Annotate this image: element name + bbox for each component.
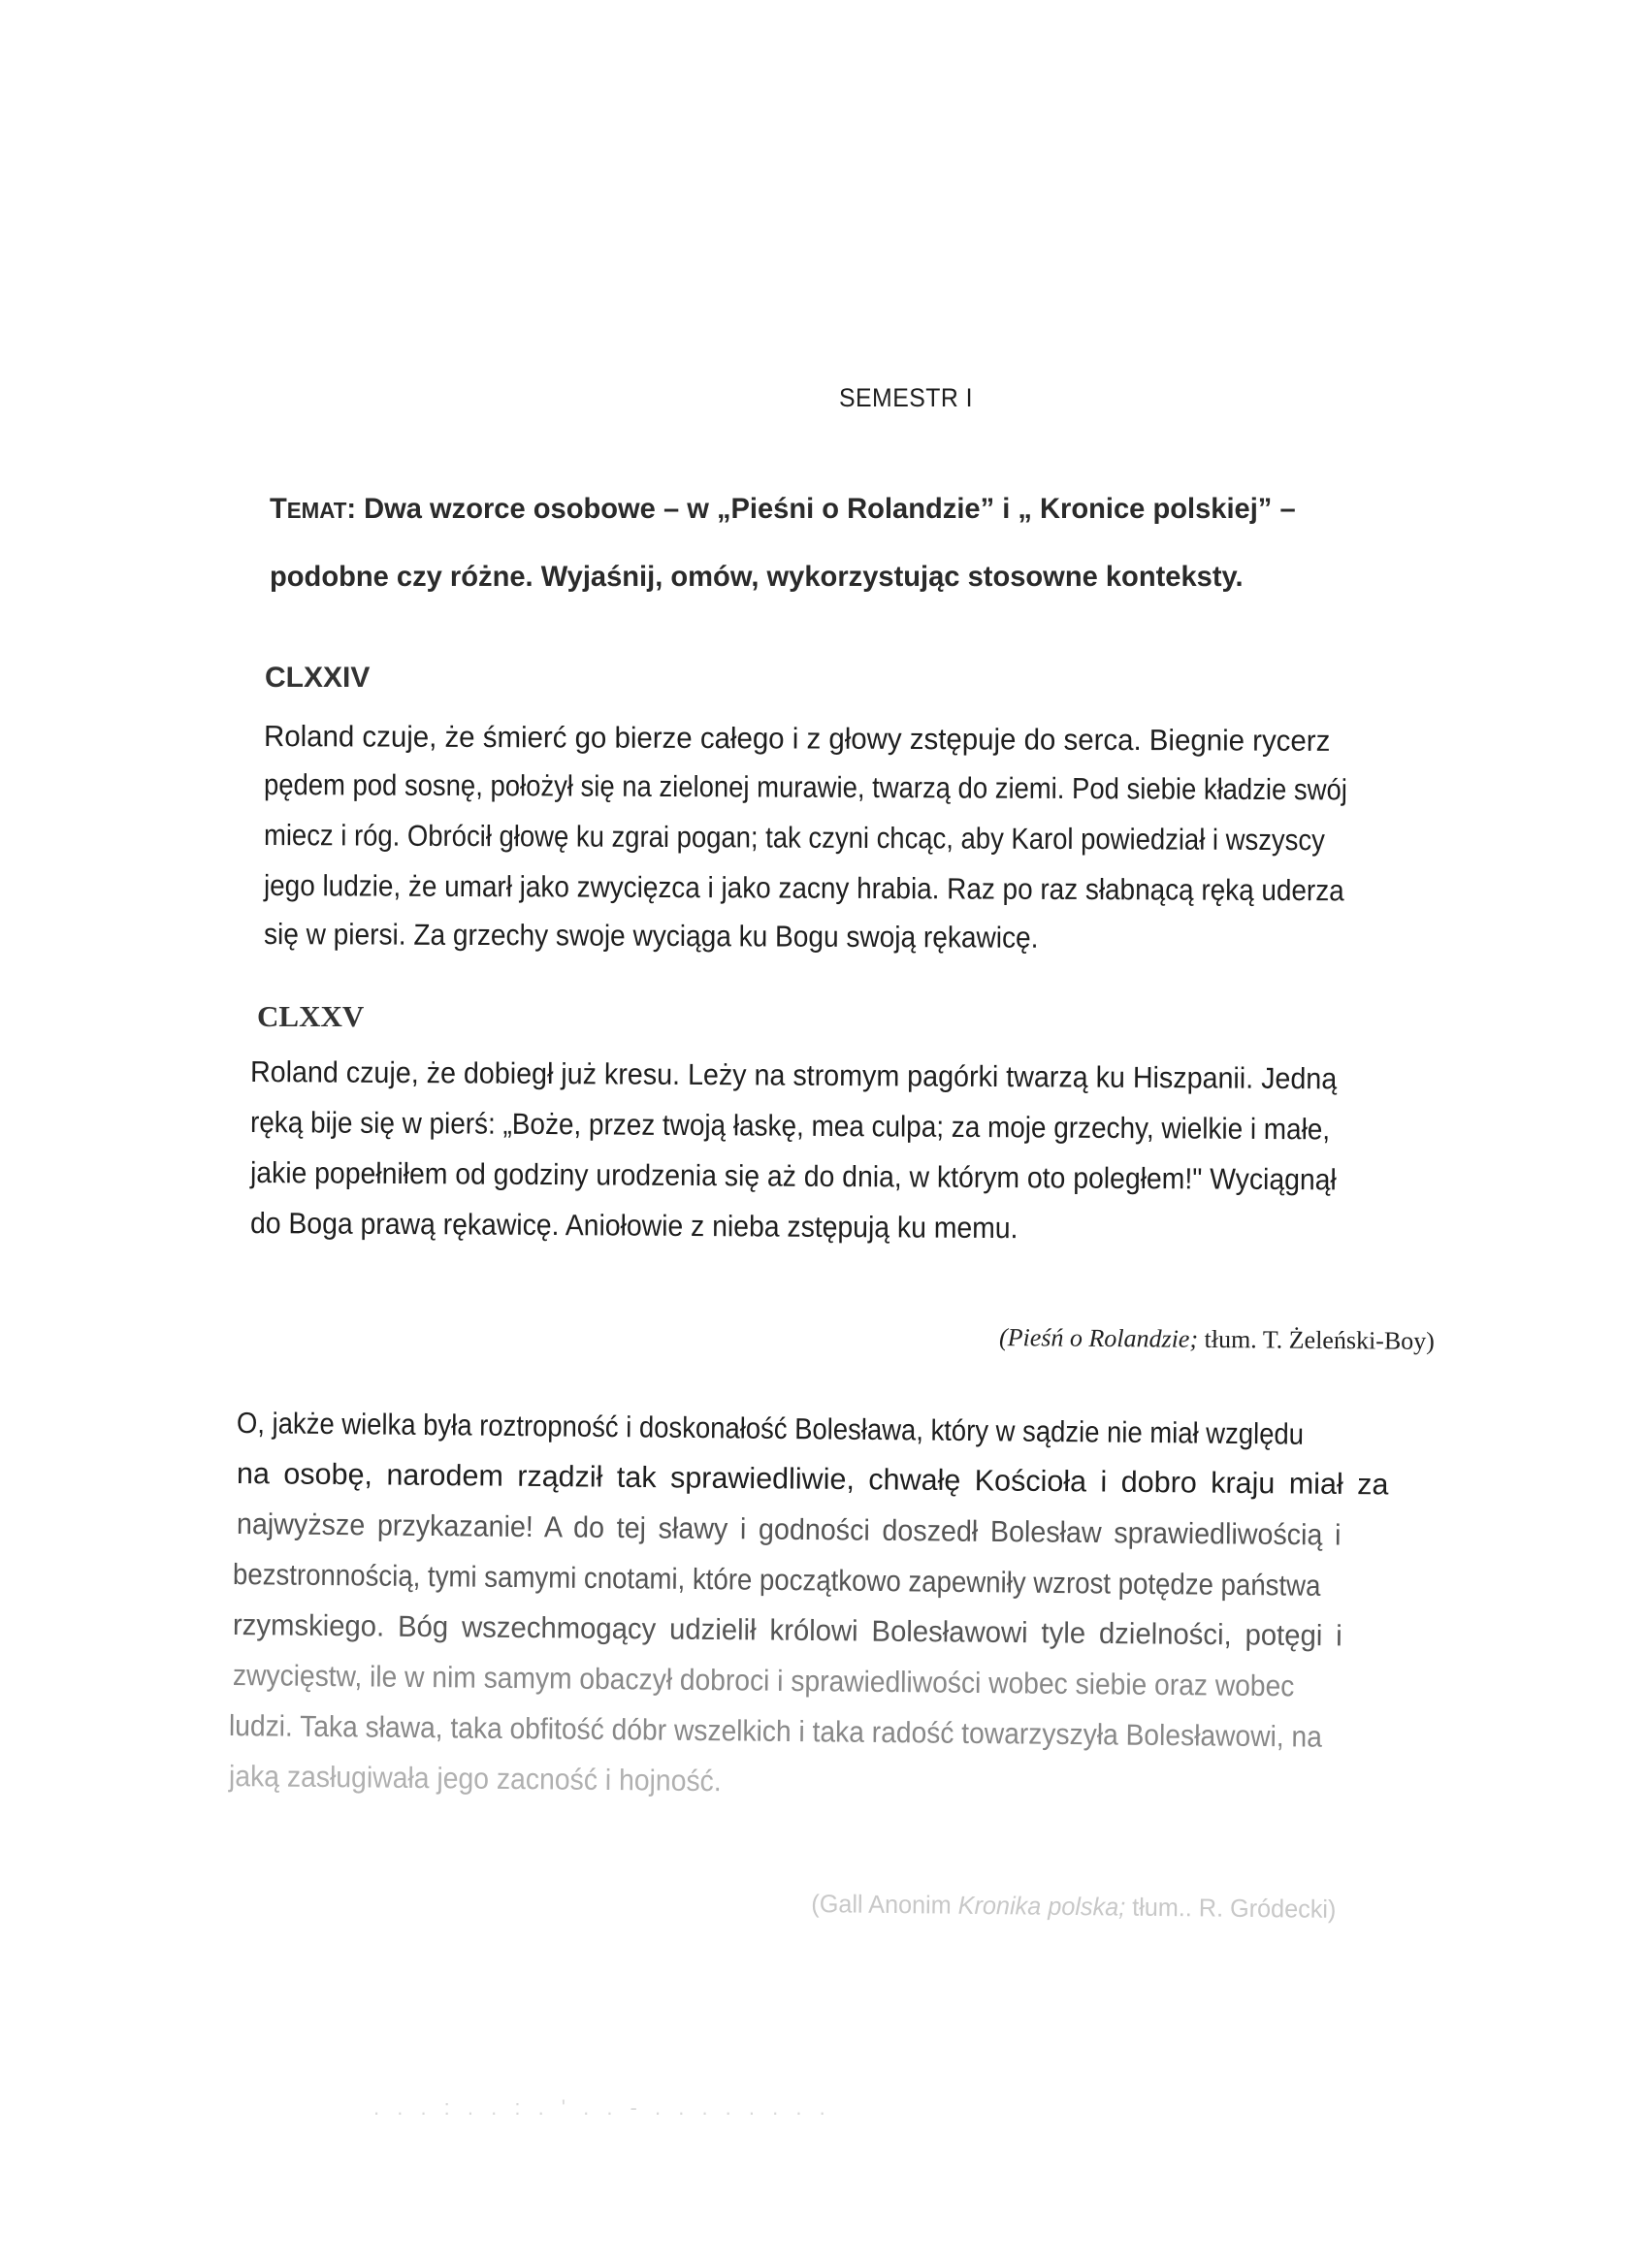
excerpt-3-line: rzymskiego. Bóg wszechmogący udzielił królowi Bolesławowi tyle dzielności, potęgi i — [232, 1608, 1342, 1653]
excerpt-1-line: Roland czuje, że śmierć go bierze całego i z głowy zstępuje do serca. Biegnie rycerz — [263, 720, 1331, 758]
topic-line-1 — [270, 493, 1296, 526]
topic-label-initial: T — [270, 493, 287, 525]
excerpt-2-heading: CLXXV — [257, 999, 365, 1033]
excerpt-3-line: najwyższe przykazanie! A do tej sławy i godności doszedł Bolesław sprawiedliwością i — [236, 1507, 1342, 1552]
citation-translator: tłum.. R. Gródecki) — [1125, 1892, 1337, 1924]
excerpt-1-line: jego ludzie, że umarł jako zwycięzca i jako zacny hrabia. Raz po raz słabnącą ręką uderza — [263, 869, 1344, 908]
scan-artifact-footer: . . . : . . : . ' . . - . . . . . . . . — [373, 2095, 831, 2120]
excerpt-1-line: pędem pod sosnę, położył się na zielonej murawie, twarzą do ziemi. Pod siebie kładzie swój — [263, 768, 1347, 807]
excerpt-3-line: jaką zasługiwała jego zacność i hojność. — [228, 1760, 722, 1798]
excerpt-1-line: miecz i róg. Obrócił głowę ku zgrai pogan; tak czyni chcąc, aby Karol powiedział i wszyscy — [263, 819, 1325, 858]
citation-author: (Gall Anonim — [811, 1889, 958, 1920]
excerpt-3-line: O, jakże wielka była roztropność i doskonałość Bolesława, który w sądzie nie miał względu — [236, 1407, 1305, 1451]
excerpt-3-line: ludzi. Taka sława, taka obfitość dóbr wszelkich i taka radość towarzyszyła Bolesławowi, na — [228, 1709, 1323, 1754]
excerpt-2-line: jakie popełniłem od godziny urodzenia się aż do dnia, w którym oto poległem!" Wyciągnął — [249, 1156, 1337, 1197]
topic-text-1: : Dwa wzorce osobowe – w „Pieśni o Rolandzie” i „ Kronice polskiej” – — [346, 493, 1296, 525]
excerpt-3-line: na osobę, narodem rządził tak sprawiedliwie, chwałę Kościoła i dobro kraju miał za — [236, 1457, 1389, 1502]
citation-title: Kronika polska; — [957, 1890, 1126, 1922]
excerpt-2-line: Roland czuje, że dobiegł już kresu. Leży na stromym pagórki twarzą ku Hiszpanii. Jedną — [249, 1055, 1338, 1096]
excerpt-2-line: ręką bije się w pierś: „Boże, przez twoją łaskę, mea culpa; za moje grzechy, wielkie i małe, — [249, 1106, 1331, 1147]
excerpt-2-citation — [999, 1323, 1435, 1356]
topic-line-2: podobne czy różne. Wyjaśnij, omów, wykorzystując stosowne konteksty. — [270, 561, 1244, 593]
semester-heading: SEMESTR I — [839, 383, 974, 412]
excerpt-3-line: bezstronnością, tymi samymi cnotami, które początkowo zapewniły wzrost potędze państwa — [232, 1558, 1321, 1603]
excerpt-3-line: zwycięstw, ile w nim samym obaczył dobroci i sprawiedliwości wobec siebie oraz wobec — [232, 1659, 1295, 1703]
citation-title: (Pieśń o Rolandzie; — [998, 1323, 1199, 1353]
citation-translator: tłum. T. Żeleński-Boy) — [1197, 1324, 1436, 1355]
excerpt-3-citation — [811, 1889, 1336, 1925]
excerpt-1-line: się w piersi. Za grzechy swoje wyciąga ku Bogu swoją rękawicę. — [263, 918, 1039, 955]
excerpt-2-line: do Boga prawą rękawicę. Aniołowie z nieba zstępują ku memu. — [249, 1207, 1018, 1246]
excerpt-1-heading: CLXXIV — [265, 662, 371, 694]
topic-label-rest: EMAT — [286, 498, 347, 523]
